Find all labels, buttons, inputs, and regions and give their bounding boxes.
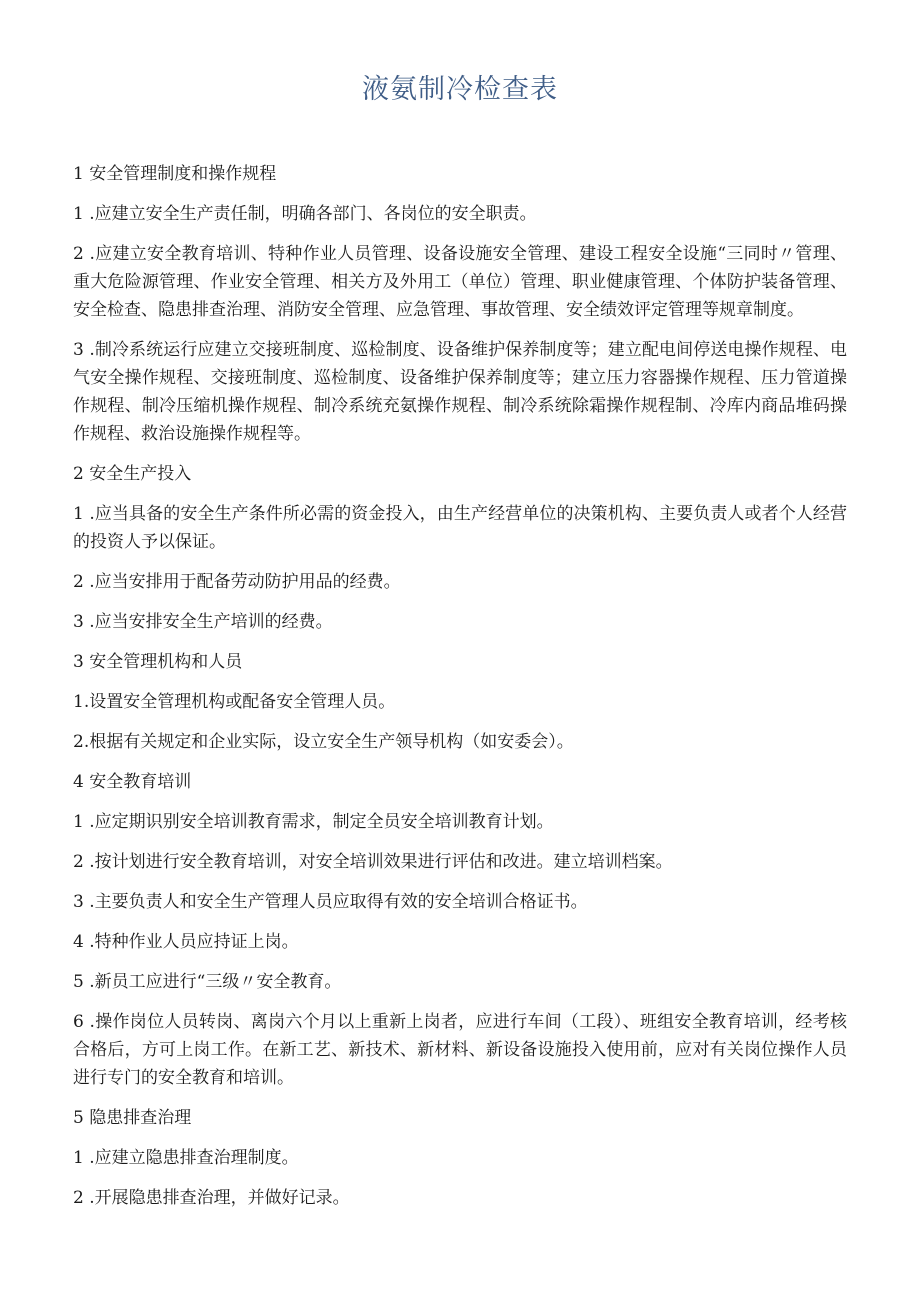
section-heading-2: 2 安全生产投入	[73, 464, 192, 484]
section-1-item-3: 3 .制冷系统运行应建立交接班制度、巡检制度、设备维护保养制度等；建立配电间停送电操作规程、电气安全操作规程、交接班制度、巡检制度、设备维护保养制度等；建立压力容器操作规程、压力管道操作规程、制冷压缩机操作规程、制冷系统充氨操作规程、制冷系统除霜操作规程制、冷库内商品堆码操作规程、救治设施操作规程等。	[73, 340, 848, 444]
document-page	[73, 0, 847, 1224]
section-3-item-1: 1.设置安全管理机构或配备安全管理人员。	[73, 692, 396, 712]
section-2-item-1: 1 .应当具备的安全生产条件所必需的资金投入，由生产经营单位的决策机构、主要负责人或者个人经营的投资人予以保证。	[73, 504, 848, 552]
section-4-item-3: 3 .主要负责人和安全生产管理人员应取得有效的安全培训合格证书。	[73, 892, 588, 912]
section-4-item-1: 1 .应定期识别安全培训教育需求，制定全员安全培训教育计划。	[73, 812, 554, 832]
section-2-item-3: 3 .应当安排安全生产培训的经费。	[73, 612, 333, 632]
section-heading-1: 1 安全管理制度和操作规程	[73, 164, 277, 184]
section-4-item-5: 5 .新员工应进行“三级〃安全教育。	[73, 972, 342, 992]
section-5-item-2: 2 .开展隐患排查治理，并做好记录。	[73, 1188, 350, 1208]
section-1-item-1: 1 .应建立安全生产责任制，明确各部门、各岗位的安全职责。	[73, 204, 537, 224]
section-heading-3: 3 安全管理机构和人员	[73, 652, 243, 672]
section-2-item-2: 2 .应当安排用于配备劳动防护用品的经费。	[73, 572, 401, 592]
section-heading-4: 4 安全教育培训	[73, 772, 192, 792]
section-4-item-4: 4 .特种作业人员应持证上岗。	[73, 932, 299, 952]
section-1-item-2: 2 .应建立安全教育培训、特种作业人员管理、设备设施安全管理、建设工程安全设施“三同时〃管理、重大危险源管理、作业安全管理、相关方及外用工（单位）管理、职业健康管理、个体防护装备管理、安全检查、隐患排查治理、消防安全管理、应急管理、事故管理、安全绩效评定管理等规章制度。	[73, 244, 847, 320]
document-body	[73, 160, 847, 1212]
section-4-item-6: 6 .操作岗位人员转岗、离岗六个月以上重新上岗者，应进行车间（工段）、班组安全教育培训，经考核合格后，方可上岗工作。在新工艺、新技术、新材料、新设备设施投入使用前，应对有关岗位操作人员进行专门的安全教育和培训。	[73, 1012, 848, 1088]
section-5-item-1: 1 .应建立隐患排查治理制度。	[73, 1148, 299, 1168]
section-heading-5: 5 隐患排查治理	[73, 1108, 192, 1128]
document-title: 液氨制冷检查表	[362, 74, 558, 105]
section-4-item-2: 2 .按计划进行安全教育培训，对安全培训效果进行评估和改进。建立培训档案。	[73, 852, 673, 872]
section-3-item-2: 2.根据有关规定和企业实际，设立安全生产领导机构（如安委会）。	[73, 732, 574, 752]
